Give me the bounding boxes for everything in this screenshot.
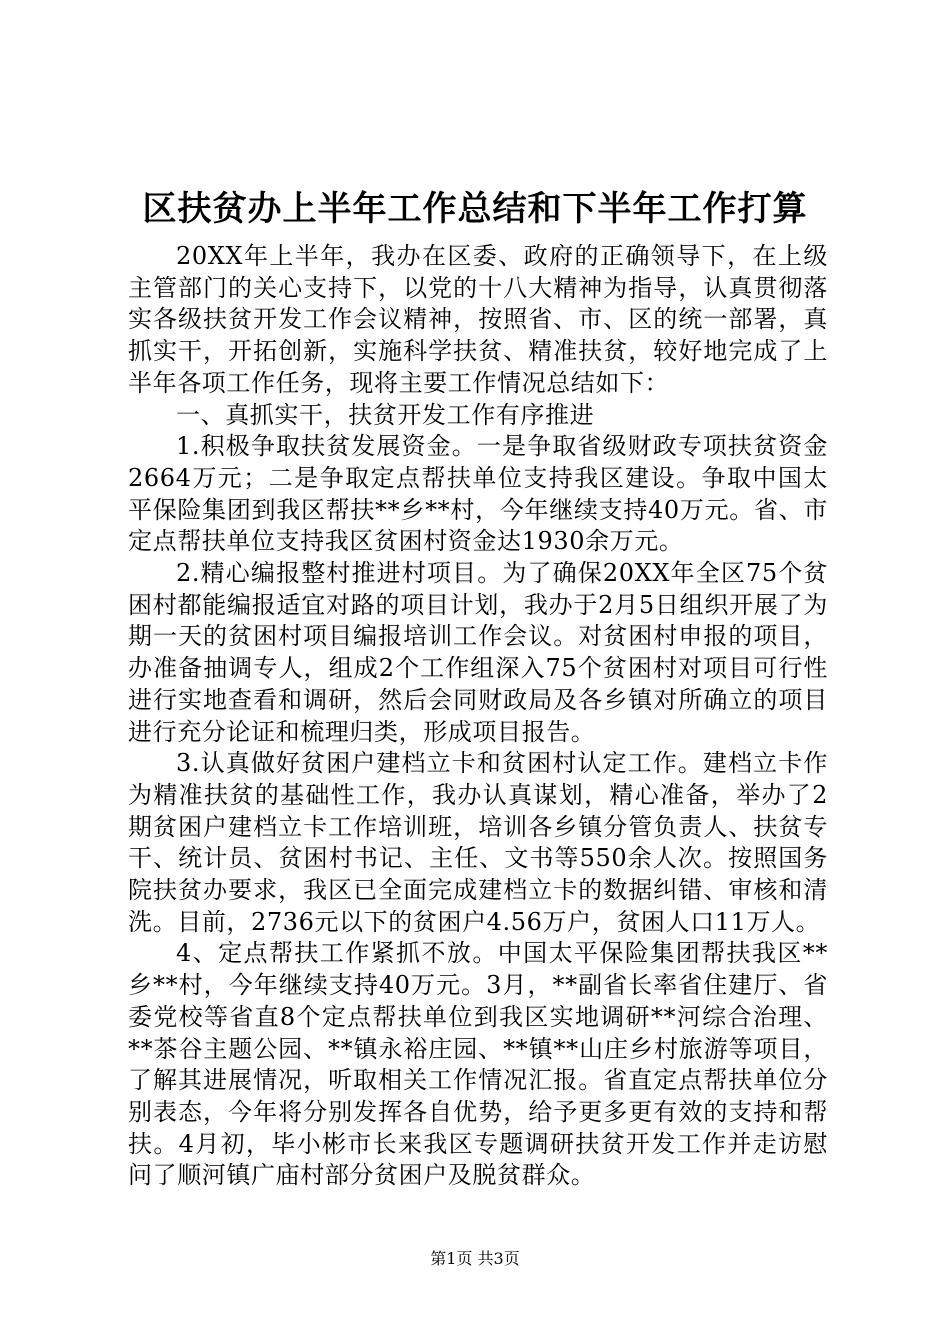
document-title: 区扶贫办上半年工作总结和下半年工作打算	[142, 189, 808, 229]
paragraph-intro: 20XX年上半年，我办在区委、政府的正确领导下，在上级主管部门的关心支持下，以党的十八大精神为指导，认真贯彻落实各级扶贫开发工作会议精神，按照省、市、区的统一部署，真抓实干，开拓创新，实施科学扶贫、精准扶贫，较好地完成了上半年各项工作任务，现将主要工作情况总结如下：	[128, 242, 828, 397]
paragraph-item-3: 3.认真做好贫困户建档立卡和贫困村认定工作。建档立卡作为精准扶贫的基础性工作，我办认真谋划，精心准备，举办了2期贫困户建档立卡工作培训班，培训各乡镇分管负责人、扶贫专干、统计员、贫困村书记、主任、文书等550余人次。按照国务院扶贫办要求，我区已全面完成建档立卡的数据纠错、审核和清洗。目前，2736元以下的贫困户4.56万户，贫困人口11万人。	[128, 749, 828, 936]
paragraph-item-2: 2.精心编报整村推进村项目。为了确保20XX年全区75个贫困村都能编报适宜对路的项目计划，我办于2月5日组织开展了为期一天的贫困村项目编报培训工作会议。对贫困村申报的项目，办准备抽调专人，组成2个工作组深入75个贫困村对项目可行性进行实地查看和调研，然后会同财政局及各乡镇对所确立的项目进行充分论证和梳理归类，形成项目报告。	[128, 559, 828, 746]
document-body	[128, 241, 828, 1192]
page-footer: 第1页 共3页	[430, 1249, 520, 1268]
section-heading-1: 一、真抓实干，扶贫开发工作有序推进	[176, 400, 595, 429]
paragraph-item-4: 4、定点帮扶工作紧抓不放。中国太平保险集团帮扶我区**乡**村，今年继续支持40万元。3月，**副省长率省住建厅、省委党校等省直8个定点帮扶单位到我区实地调研**河综合治理、**茶谷主题公园、**镇永裕庄园、**镇**山庄乡村旅游等项目，了解其进展情况，听取相关工作情况汇报。省直定点帮扶单位分别表态，今年将分别发挥各自优势，给予更多更有效的支持和帮扶。4月初，毕小彬市长来我区专题调研扶贫开发工作并走访慰问了顺河镇广庙村部分贫困户及脱贫群众。	[128, 939, 828, 1190]
paragraph-item-1: 1.积极争取扶贫发展资金。一是争取省级财政专项扶贫资金2664万元；二是争取定点帮扶单位支持我区建设。争取中国太平保险集团到我区帮扶**乡**村，今年继续支持40万元。省、市定点帮扶单位支持我区贫困村资金达1930余万元。	[128, 432, 828, 556]
